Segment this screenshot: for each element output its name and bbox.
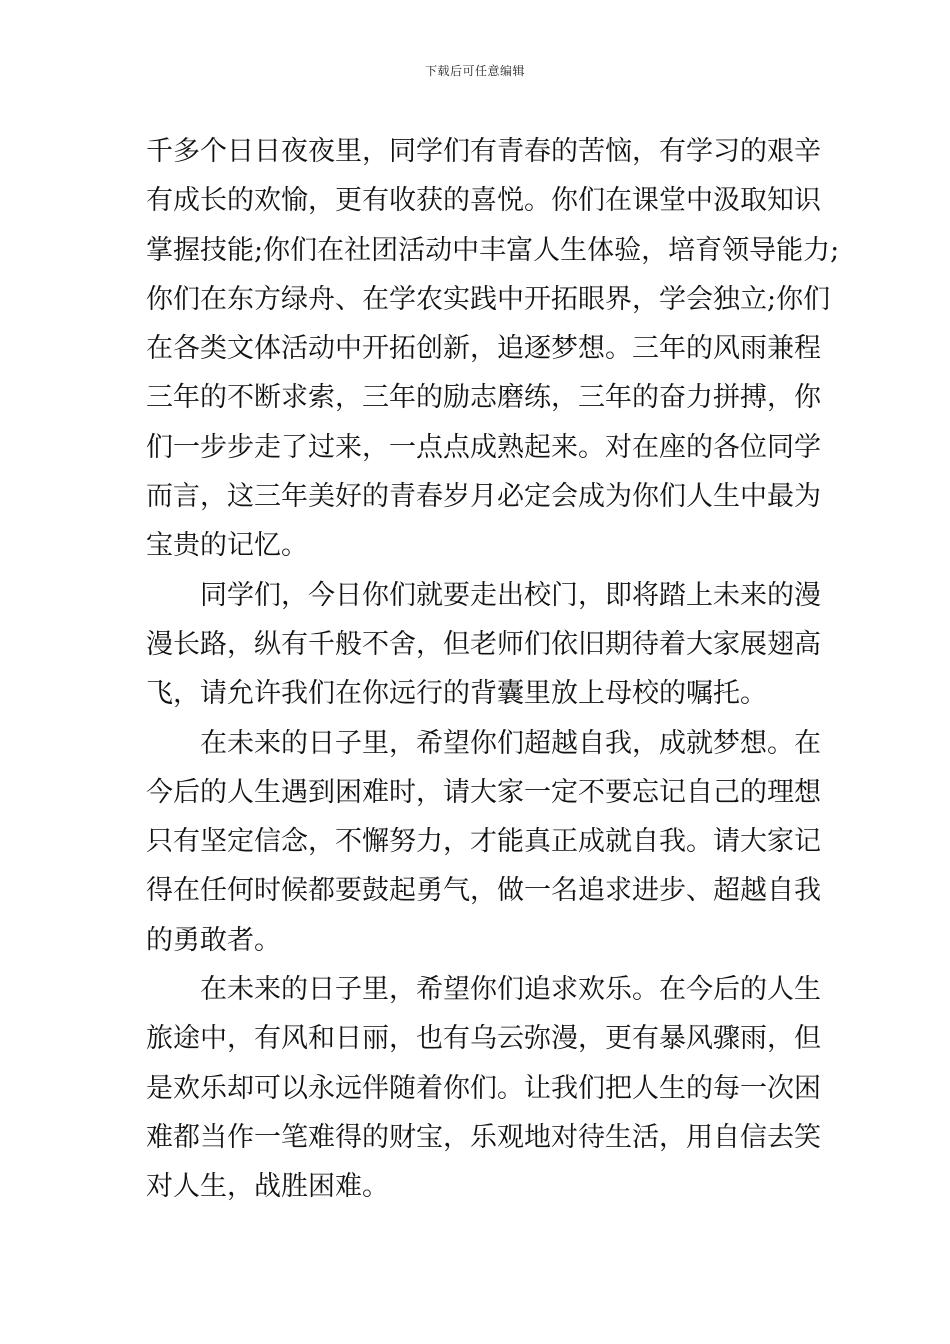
text-line: 宝贵的记忆。 bbox=[146, 530, 308, 562]
text-line: 掌握技能;你们在社团活动中丰富人生体验，培育领导能力; bbox=[146, 234, 840, 266]
paragraph-1 bbox=[146, 127, 840, 571]
text-line: 有成长的欢愉，更有收获的喜悦。你们在课堂中汲取知识 bbox=[146, 185, 821, 217]
text-line: 旅途中，有风和日丽，也有乌云弥漫，更有暴风骤雨，但 bbox=[146, 1023, 821, 1055]
text-line: 千多个日日夜夜里，同学们有青春的苦恼，有学习的艰辛 bbox=[146, 136, 821, 167]
paragraph-2 bbox=[146, 571, 821, 719]
text-line: 你们在东方绿舟、在学农实践中开拓眼界，学会独立;你们 bbox=[146, 283, 831, 315]
text-line: 在未来的日子里，希望你们超越自我，成就梦想。在 bbox=[200, 727, 821, 759]
paragraph-3 bbox=[146, 719, 821, 965]
paragraph-4 bbox=[146, 965, 821, 1211]
text-line: 在各类文体活动中开拓创新，追逐梦想。三年的风雨兼程 bbox=[146, 333, 821, 365]
text-line: 今后的人生遇到困难时，请大家一定不要忘记自己的理想 bbox=[146, 776, 821, 808]
text-line: 三年的不断求索，三年的励志磨练，三年的奋力拼搏，你 bbox=[146, 382, 821, 414]
text-line: 同学们，今日你们就要走出校门，即将踏上未来的漫 bbox=[200, 579, 821, 611]
text-line: 飞，请允许我们在你远行的背囊里放上母校的嘱托。 bbox=[146, 678, 767, 710]
text-line: 难都当作一笔难得的财宝，乐观地对待生活，用自信去笑 bbox=[146, 1121, 821, 1153]
text-line: 的勇敢者。 bbox=[146, 924, 281, 956]
text-line: 们一步步走了过来，一点点成熟起来。对在座的各位同学 bbox=[146, 431, 821, 463]
text-line: 在未来的日子里，希望你们追求欢乐。在今后的人生 bbox=[200, 974, 821, 1006]
document-body bbox=[146, 127, 840, 1212]
text-line: 而言，这三年美好的青春岁月必定会成为你们人生中最为 bbox=[146, 481, 821, 513]
text-line: 漫长路，纵有千般不舍，但老师们依旧期待着大家展翅高 bbox=[146, 628, 821, 660]
text-line: 得在任何时候都要鼓起勇气，做一名追求进步、超越自我 bbox=[146, 875, 821, 907]
text-line: 对人生，战胜困难。 bbox=[146, 1171, 389, 1203]
text-line: 只有坚定信念，不懈努力，才能真正成就自我。请大家记 bbox=[146, 826, 821, 858]
text-line: 是欢乐却可以永远伴随着你们。让我们把人生的每一次困 bbox=[146, 1072, 821, 1104]
page-header: 下载后可任意编辑 bbox=[424, 64, 525, 78]
